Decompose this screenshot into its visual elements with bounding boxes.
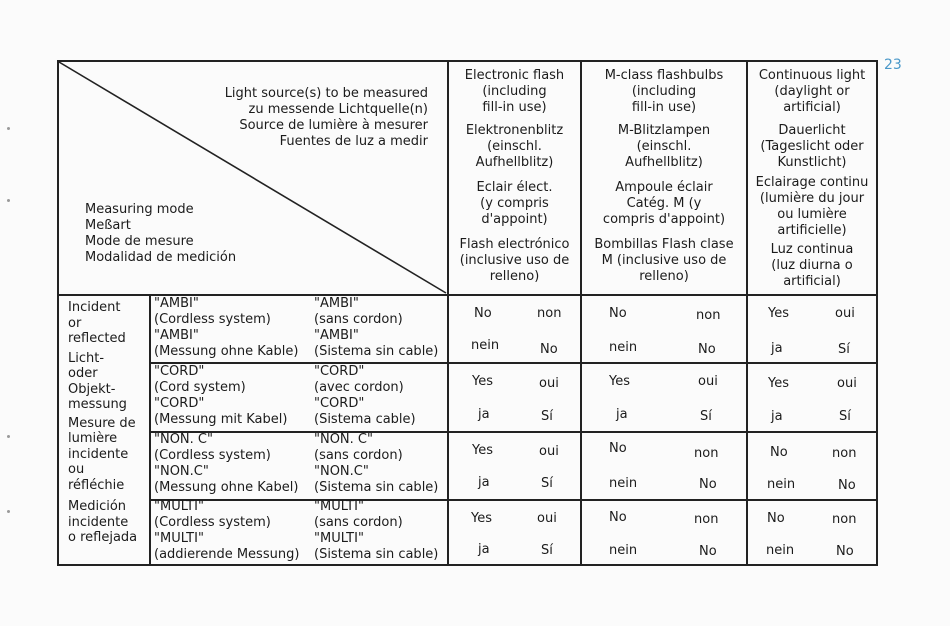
header-line: (y compris: [480, 196, 549, 211]
mode-nonc-right: [314, 432, 438, 496]
cell-value: non: [832, 512, 857, 527]
cell-value: Sí: [838, 342, 850, 357]
header-line: (lumière du jour: [759, 191, 865, 206]
header-line: Elektronenblitz: [465, 123, 564, 138]
cell-value: Sí: [541, 543, 553, 558]
cell-value: oui: [539, 376, 559, 391]
header-line: relleno): [489, 269, 540, 284]
mode-multi-right: [314, 499, 438, 563]
header-line: Dauerlicht: [778, 123, 846, 138]
cell-value: nein: [609, 476, 638, 491]
heading-line: Source de lumière à mesurer: [239, 118, 428, 133]
cell-value: No: [699, 477, 717, 492]
heading-line: Light source(s) to be measured: [224, 86, 428, 101]
cell-value: No: [609, 306, 627, 321]
mode-line: (sans cordon): [314, 312, 403, 327]
row-label-line: or: [68, 315, 82, 331]
row-label-line: Incident: [68, 300, 121, 315]
cell-value: No: [609, 441, 627, 456]
mode-cord-right: [314, 364, 416, 428]
light-source-heading: [225, 86, 428, 150]
cell-value: nein: [471, 338, 500, 353]
page-number: 23: [884, 57, 902, 73]
mode-line: "CORD": [154, 396, 205, 411]
mode-line: (Messung mit Kabel): [154, 412, 288, 427]
mode-line: (sans cordon): [314, 448, 403, 463]
header-line: (inclusive uso de: [459, 253, 570, 268]
header-line: (including: [631, 84, 697, 99]
cell-value: No: [474, 306, 492, 321]
row-labels: [68, 300, 137, 546]
row-label-line: Medición: [68, 499, 127, 514]
cell-value: non: [537, 306, 562, 321]
header-line: M-class flashbulbs: [604, 68, 724, 83]
header-line: d'appoint): [481, 212, 548, 227]
cell-value: ja: [478, 407, 490, 422]
heading-line: Modalidad de medición: [85, 250, 237, 265]
mode-line: "MULTI": [314, 531, 364, 546]
header-line: artificial): [783, 274, 841, 289]
mode-line: "NON. C": [314, 432, 373, 447]
header-line: (Tageslicht oder: [760, 139, 864, 154]
cell-value: ja: [616, 407, 628, 422]
header-line: Aufhellblitz): [625, 155, 703, 170]
row-label-line: Objekt-: [68, 381, 116, 397]
cell-value: No: [770, 445, 788, 460]
heading-line: Fuentes de luz a medir: [279, 134, 428, 149]
row-label-line: Licht-: [68, 350, 105, 366]
cell-value: ja: [478, 475, 490, 490]
mode-line: "CORD": [314, 364, 365, 379]
header-line: fill-in use): [482, 100, 547, 115]
header-line: Flash electrónico: [459, 237, 570, 252]
heading-line: zu messende Lichtquelle(n): [248, 102, 428, 117]
header-line: Ampoule éclair: [615, 180, 713, 195]
mode-line: (sans cordon): [314, 515, 403, 530]
mode-line: "AMBI": [154, 328, 199, 343]
row-label-line: oder: [68, 366, 98, 381]
cell-value: oui: [837, 376, 857, 391]
measuring-mode-heading: [85, 202, 236, 266]
cell-value: nein: [767, 477, 796, 492]
column-header-m-class-flashbulbs: [582, 68, 746, 285]
mode-nonc-left: [154, 432, 298, 496]
heading-line: Meßart: [85, 218, 131, 233]
header-line: fill-in use): [631, 100, 697, 115]
cell-value: No: [836, 544, 854, 559]
mode-line: (Messung ohne Kabel): [154, 480, 299, 495]
row-label-line: incidente: [68, 514, 129, 530]
cell-value: Sí: [839, 409, 851, 424]
cell-value: Yes: [471, 511, 492, 526]
scan-mark: [7, 127, 10, 130]
row-label-line: o reflejada: [68, 530, 138, 545]
header-line: (daylight or: [774, 84, 850, 99]
mode-line: (Cord system): [154, 380, 246, 395]
mode-line: "MULTI": [154, 531, 204, 546]
row-label-line: incidente: [68, 446, 129, 462]
header-line: M (inclusive uso de: [601, 253, 727, 268]
cell-value: oui: [539, 444, 559, 459]
cell-value: Yes: [768, 306, 789, 321]
header-line: ou lumière: [777, 207, 847, 222]
cell-value: ja: [771, 341, 783, 356]
header-line: Catég. M (y: [626, 196, 702, 211]
mode-ambi-right: [314, 296, 438, 360]
header-line: (einschl.: [636, 139, 692, 154]
row-label-line: ou: [68, 462, 85, 477]
mode-line: (Cordless system): [154, 312, 271, 327]
mode-line: "MULTI": [314, 499, 364, 514]
cell-value: nein: [609, 543, 638, 558]
row-label-line: réfléchie: [68, 477, 125, 493]
cell-value: oui: [835, 306, 855, 321]
mode-line: "AMBI": [314, 328, 359, 343]
mode-line: (Sistema sin cable): [314, 344, 439, 359]
cell-value: Sí: [541, 476, 553, 491]
scan-mark: [7, 199, 10, 202]
cell-value: nein: [609, 340, 638, 355]
row-label-line: messung: [68, 397, 127, 412]
cell-value: Yes: [472, 374, 493, 389]
header-line: Aufhellblitz): [475, 155, 554, 170]
column-header-continuous-light: [748, 68, 876, 290]
cell-value: non: [694, 446, 719, 461]
cell-value: Sí: [700, 409, 712, 424]
mode-line: "AMBI": [154, 296, 199, 311]
cell-value: Yes: [609, 374, 630, 389]
heading-line: Measuring mode: [85, 202, 194, 217]
header-line: artificielle): [777, 223, 847, 238]
cell-value: No: [540, 342, 558, 357]
header-line: Electronic flash: [464, 68, 565, 83]
mode-line: "CORD": [154, 364, 205, 379]
row-label-line: Mesure de: [68, 415, 136, 431]
mode-line: "NON.C": [154, 464, 209, 479]
header-line: (including: [482, 84, 547, 99]
scan-mark: [7, 435, 10, 438]
mode-line: (Cordless system): [154, 448, 271, 463]
header-line: relleno): [639, 269, 689, 284]
header-line: (einschl.: [487, 139, 542, 154]
cell-value: non: [832, 446, 857, 461]
mode-line: (avec cordon): [314, 380, 404, 395]
header-line: (luz diurna o: [771, 258, 853, 273]
cell-value: Yes: [472, 443, 493, 458]
cell-value: oui: [698, 374, 718, 389]
mode-line: "NON. C": [154, 432, 213, 447]
header-line: Eclairage continu: [755, 175, 869, 190]
header-line: Luz continua: [770, 242, 854, 257]
mode-line: "AMBI": [314, 296, 359, 311]
cell-value: non: [696, 308, 721, 323]
heading-line: Mode de mesure: [85, 234, 194, 249]
scan-mark: [7, 510, 10, 513]
mode-line: "NON.C": [314, 464, 369, 479]
cell-value: ja: [478, 542, 490, 557]
row-label-line: lumière: [68, 431, 118, 446]
cell-value: Yes: [768, 376, 789, 391]
header-line: M-Blitzlampen: [617, 123, 711, 138]
header-line: artificial): [783, 100, 841, 115]
header-line: Eclair élect.: [476, 180, 553, 195]
cell-value: No: [699, 544, 717, 559]
cell-value: No: [838, 478, 856, 493]
cell-value: nein: [766, 543, 795, 558]
cell-value: ja: [771, 409, 783, 424]
mode-ambi-left: [154, 296, 298, 360]
cell-value: Sí: [541, 409, 553, 424]
cell-value: No: [698, 342, 716, 357]
header-line: Bombillas Flash clase: [594, 237, 734, 252]
mode-multi-left: [154, 499, 299, 563]
row-label-line: reflected: [68, 331, 126, 346]
mode-line: (Sistema cable): [314, 412, 416, 427]
header-line: Kunstlicht): [777, 155, 847, 170]
mode-line: "MULTI": [154, 499, 204, 514]
cell-value: non: [694, 512, 719, 527]
mode-line: (Cordless system): [154, 515, 271, 530]
mode-line: (addierende Messung): [154, 547, 300, 562]
header-line: compris d'appoint): [602, 212, 726, 227]
mode-line: (Sistema sin cable): [314, 480, 439, 495]
mode-line: (Sistema sin cable): [314, 547, 439, 562]
mode-cord-left: [154, 364, 287, 428]
cell-value: oui: [537, 511, 557, 526]
column-header-electronic-flash: [449, 68, 580, 285]
cell-value: No: [767, 511, 785, 526]
mode-line: "CORD": [314, 396, 365, 411]
cell-value: No: [609, 510, 627, 525]
mode-line: (Messung ohne Kable): [154, 344, 299, 359]
header-line: Continuous light: [758, 68, 866, 83]
